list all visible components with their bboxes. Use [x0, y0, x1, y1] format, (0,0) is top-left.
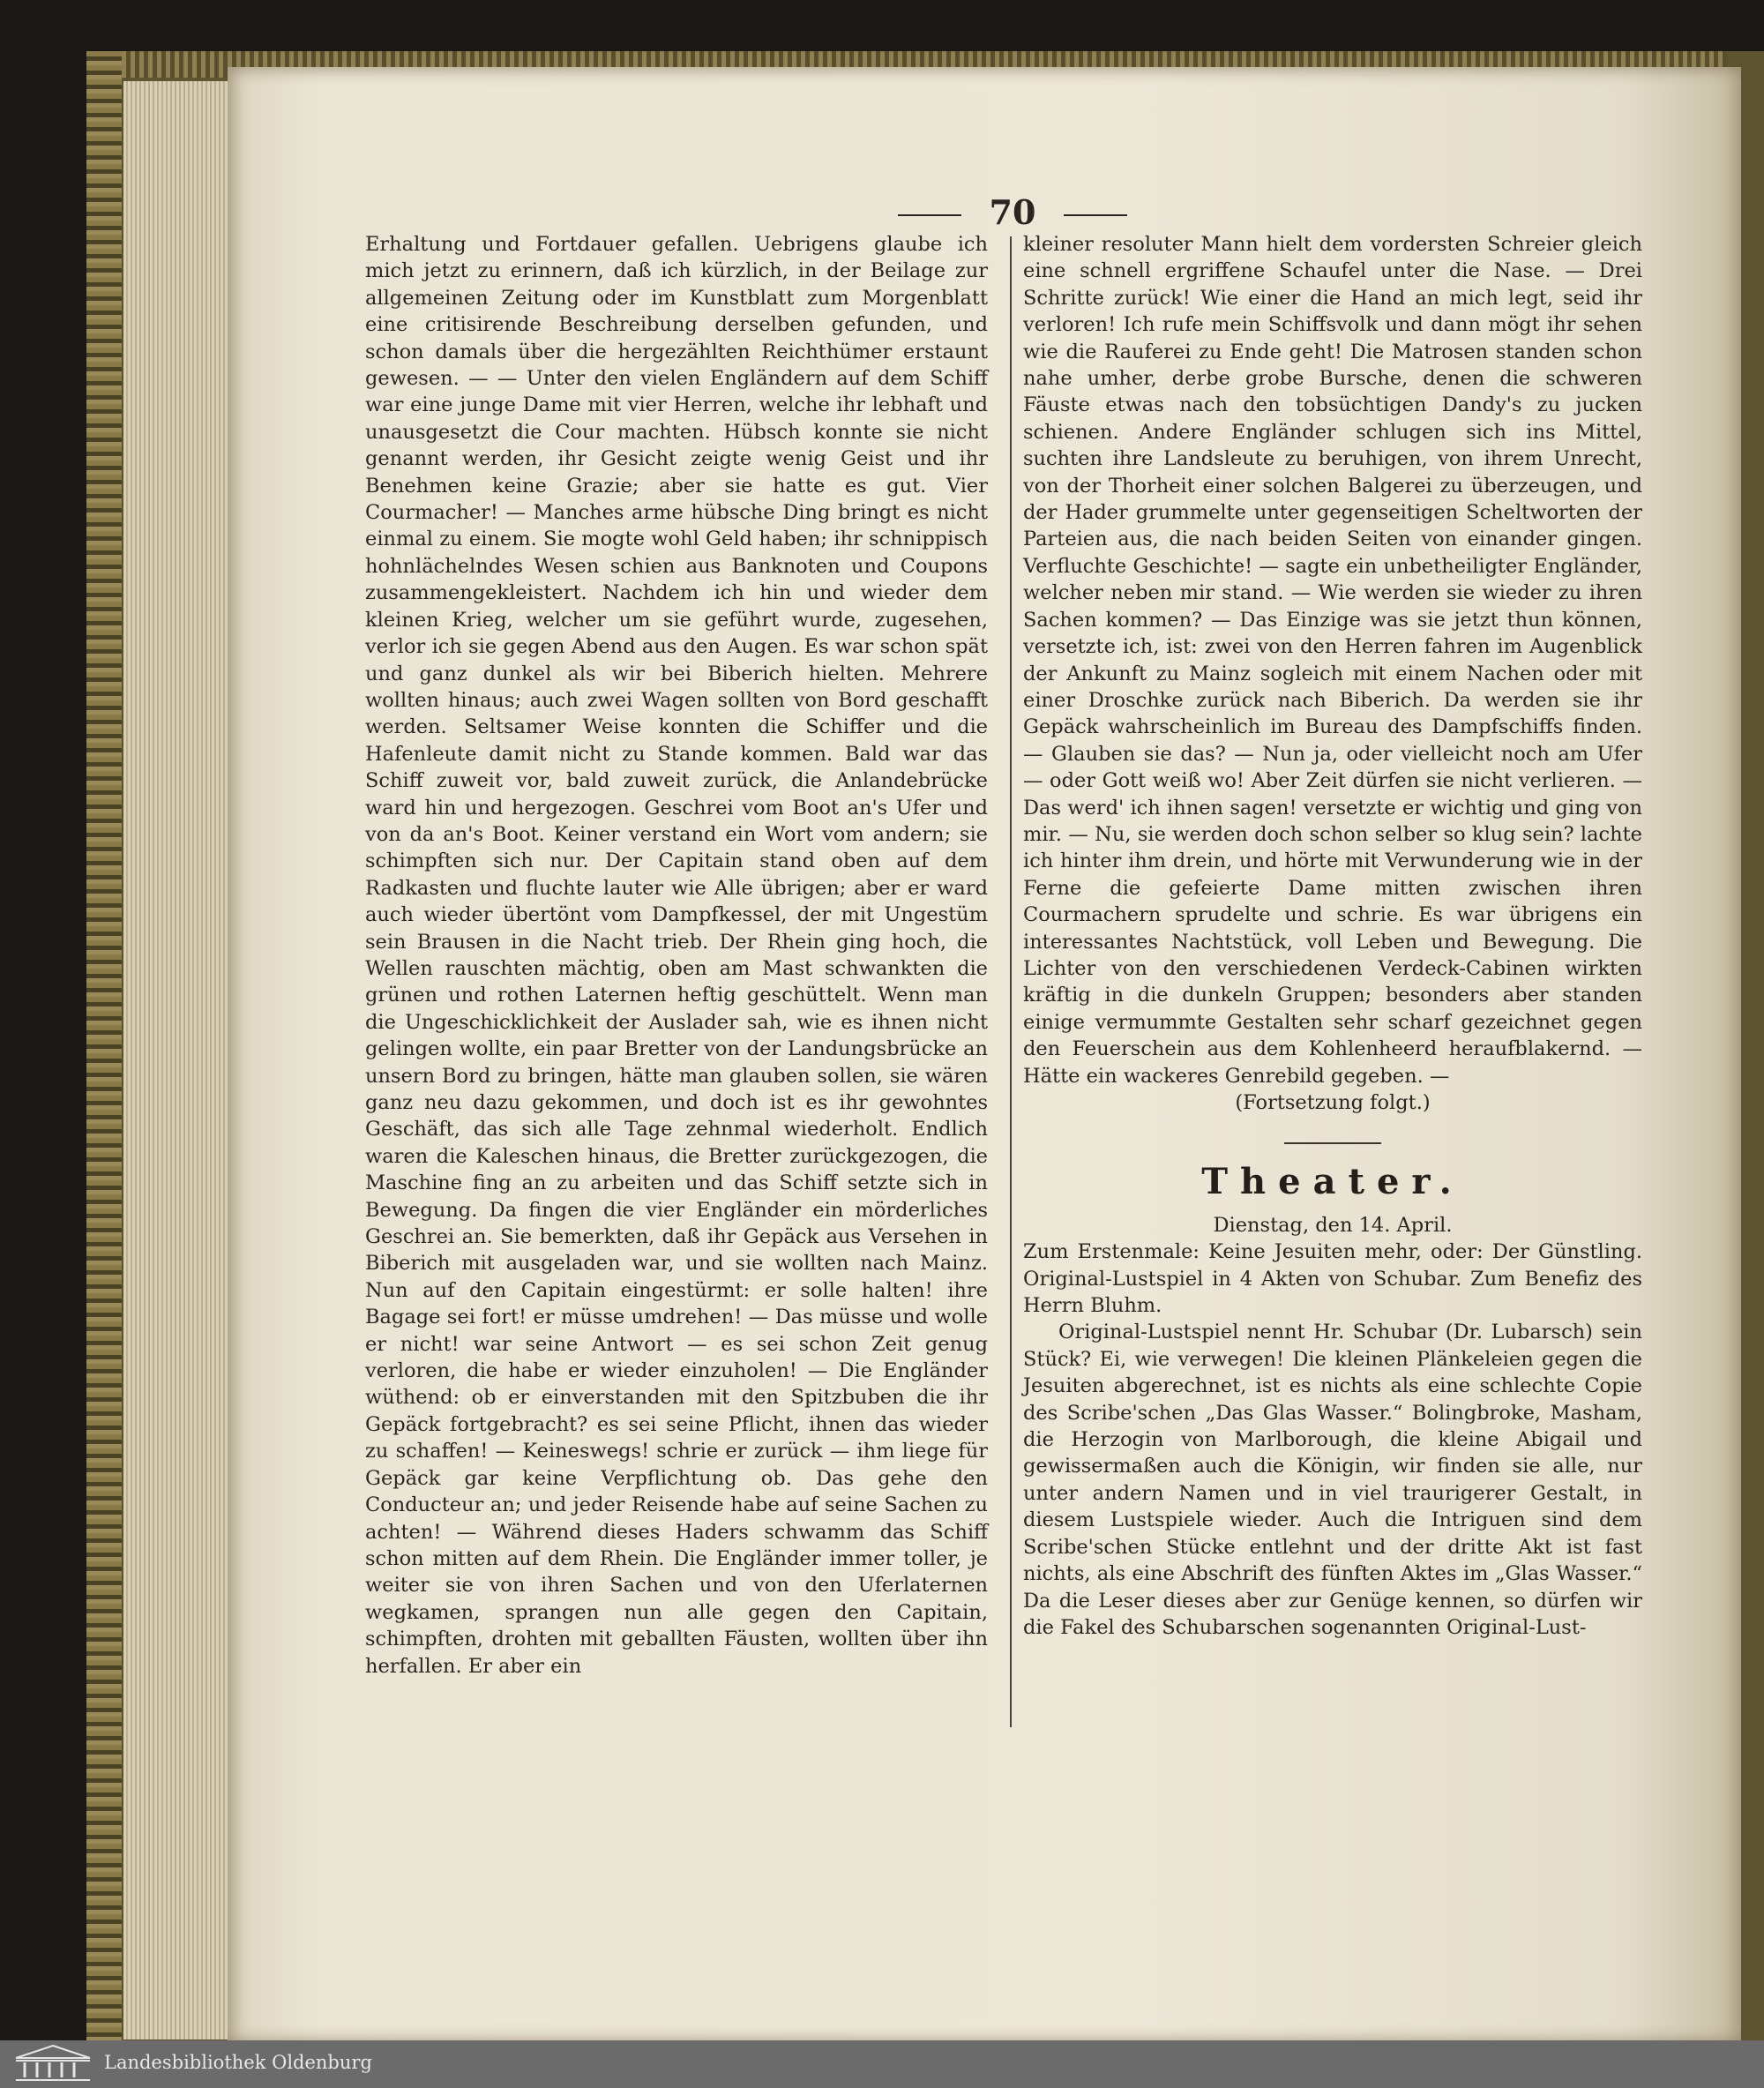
page-stack [123, 81, 229, 2039]
story-continuation-text: kleiner resoluter Mann hielt dem vordersten Schreier gleich eine schnell ergriffene Schaufel unter die Nase. — Drei Schritte zurück! Wie einer die Hand an mich legt, seid ihr verloren! Ich rufe mein Schiffsvolk und dann mögt ihr sehen wie die Rauferei zu Ende geht! Die Matrosen standen schon nahe umher, derbe grobe Bursche, denen die schweren Fäuste etwas nach den tobsüchtigen Dandy's zu jucken schienen. Andere Engländer schlugen sich ins Mittel, suchten ihre Landsleute zu beruhigen, von ihrem Unrecht, von der Thorheit einer solchen Balgerei zu überzeugen, und der Hader grummelte unter gegenseitigen Scheltworten der Parteien aus, die nach beiden Seiten von einander gingen. Verfluchte Geschichte! — sagte ein unbetheiligter Engländer, welcher neben mir stand. — Wie werden sie wieder zu ihren Sachen kommen? — Das Einzige was sie jetzt thun können, versetzte ich, ist: zwei von den Herren fahren im Augenblick der Ankunft zu Mainz sogleich mit einem Nachen oder mit einer Droschke zurück nach Biberich. Da werden sie ihr Gepäck wahrscheinlich im Bureau des Dampfschiffs finden. — Glauben sie das? — Nun ja, oder vielleicht noch am Ufer — oder Gott weiß wo! Aber Zeit dürfen sie nicht verlieren. — Das werd' ich ihnen sagen! versetzte er wichtig und ging von mir. — Nu, sie werden doch schon selber so klug sein? lachte ich hinter ihm drein, und hörte mit Verwunderung wie in der Ferne die gefeierte Dame mitten zwischen ihren Courmachern sprudelte und schrie. Es war übrigens ein interessantes Nachtstück, voll Leben und Bewegung. Die Lichter von den verschiedenen Verdeck-Cabinen wirkten kräftig in die dunkeln Gruppen; besonders aber standen einige vermummte Gestalten sehr scharf gezeichnet gegen den Feuerschein aus dem Kohlenheerd heraufblakernd. — Hätte ein wackeres Genrebild gegeben. — [1023, 233, 1642, 1088]
page-number: 70 [989, 192, 1036, 232]
section-divider [1284, 1142, 1381, 1144]
book-spine-edge [86, 51, 122, 2047]
review-text: Original-Lustspiel nennt Hr. Schubar (Dr. Lubarsch) sein Stück? Ei, wie verwegen! Die kleinen Plänkeleien gegen die Jesuiten abgerechnet, ist es nichts als eine schlechte Copie des Scribe'schen „Das Glas Wasser.“ Bolingbroke, Masham, die Herzogin von Marlborough, die kleine Abigail und gewissermaßen auch die Königin, wir finden sie alle, nur unter andern Namen und in viel traurigerer Gestalt, in diesem Lustspiele wieder. Auch die Intriguen sind dem Scribe'schen Stücke entlehnt und der dritte Akt ist fast nichts, als eine Abschrift des fünften Aktes im „Glas Wasser.“ Da die Leser dieses aber zur Genüge kennen, so dürfen wir die Fakel des Schubarschen sogenannten Original-Lust- [1023, 1321, 1642, 1639]
left-column [365, 231, 988, 1680]
library-building-icon [12, 2044, 93, 2083]
right-column [1023, 231, 1642, 1641]
page-number-rule-right [1064, 214, 1127, 216]
section-title: Theater. [1201, 1161, 1464, 1203]
column-divider [1010, 236, 1012, 1727]
play-announcement: Zum Erstenmale: Keine Jesuiten mehr, oder: Der Günstling. Original-Lustspiel in 4 Akten von Schubar. Zum Benefiz des Herrn Bluhm. [1023, 1240, 1642, 1318]
date-line: Dienstag, den 14. April. [1213, 1213, 1453, 1237]
left-column-text: Erhaltung und Fortdauer gefallen. Uebrigens glaube ich mich jetzt zu erinnern, daß ich kürzlich, in der Beilage zur allgemeinen Zeitung oder im Kunstblatt zum Morgenblatt eine critisirende Beschreibung derselben gefunden, und schon damals über die hergezählten Reichthümer erstaunt gewesen. — — Unter den vielen Engländern auf dem Schiff war eine junge Dame mit vier Herren, welche ihr lebhaft und unausgesetzt die Cour machten. Hübsch konnte sie nicht genannt werden, ihr Gesicht zeigte wenig Geist und ihr Benehmen keine Grazie; aber sie hatte es gut. Vier Courmacher! — Manches arme hübsche Ding bringt es nicht einmal zu einem. Sie mogte wohl Geld haben; ihr schnippisch hohnlächelndes Wesen schien aus Banknoten und Coupons zusammengekleistert. Nachdem ich hin und wieder dem kleinen Krieg, welcher um sie geführt wurde, zugesehen, verlor ich sie gegen Abend aus den Augen. Es war schon spät und ganz dunkel als wir bei Biberich hielten. Mehrere wollten hinaus; auch zwei Wagen sollten von Bord geschafft werden. Seltsamer Weise konnten die Schiffer und die Hafenleute damit nicht zu Stande kommen. Bald war das Schiff zuweit vor, bald zuweit zurück, die Anlandebrücke ward hin und hergezogen. Geschrei vom Boot an's Ufer und von da an's Boot. Keiner verstand ein Wort vom andern; sie schimpften sich nur. Der Capitain stand oben auf dem Radkasten und fluchte lauter wie Alle übrigen; aber er ward auch wieder übertönt vom Dampfkessel, der mit Ungestüm sein Brausen in die Nacht trieb. Der Rhein ging hoch, die Wellen rauschten mächtig, oben am Mast schwankten die grünen und rothen Laternen heftig geschüttelt. Wenn man die Ungeschicklichkeit der Auslader sah, wie es ihnen nicht gelingen wollte, ein paar Bretter von der Landungsbrücke an unsern Bord zu bringen, hätte man glauben sollen, sie wären ganz neu dazu gekommen, und doch ist es ihr gewohntes Geschäft, das sich alle Tage zehnmal wiederholt. Endlich waren die Kaleschen hinaus, die Bretter zurückgezogen, die Maschine fing an zu arbeiten und das Schiff setzte sich in Bewegung. Da fingen die vier Engländer ein mörderliches Geschrei an. Sie bemerkten, daß ihr Gepäck aus Versehen in Biberich mit ausgeladen war, und sie wollten nach Mainz. Nun auf den Capitain eingestürmt: er solle halten! ihre Bagage sei fort! er müsse umdrehen! — Das müsse und wolle er nicht! war seine Antwort — es sei schon Zeit genug verloren, die habe er wieder einzuholen! — Die Engländer wüthend: ob er einverstanden mit den Spitzbuben die ihr Gepäck fortgebracht? es sei seine Pflicht, ihnen das wieder zu schaffen! — Keineswegs! schrie er zurück — ihm liege für Gepäck gar keine Verpflichtung ob. Das gehe den Conducteur an; und jeder Reisende habe auf seine Sachen zu achten! — Während dieses Haders schwamm das Schiff schon mitten auf dem Rhein. Die Engländer immer toller, je weiter sie von ihren Sachen und von den Uferlaternen wegkamen, sprangen nun alle gegen den Capitain, schimpften, drohten mit geballten Fäusten, wollten über ihn herfallen. Er aber ein [365, 233, 988, 1678]
footer-bar [0, 2040, 1764, 2088]
library-name: Landesbibliothek Oldenburg [104, 2052, 372, 2073]
continuation-note: (Fortsetzung folgt.) [1235, 1091, 1431, 1114]
